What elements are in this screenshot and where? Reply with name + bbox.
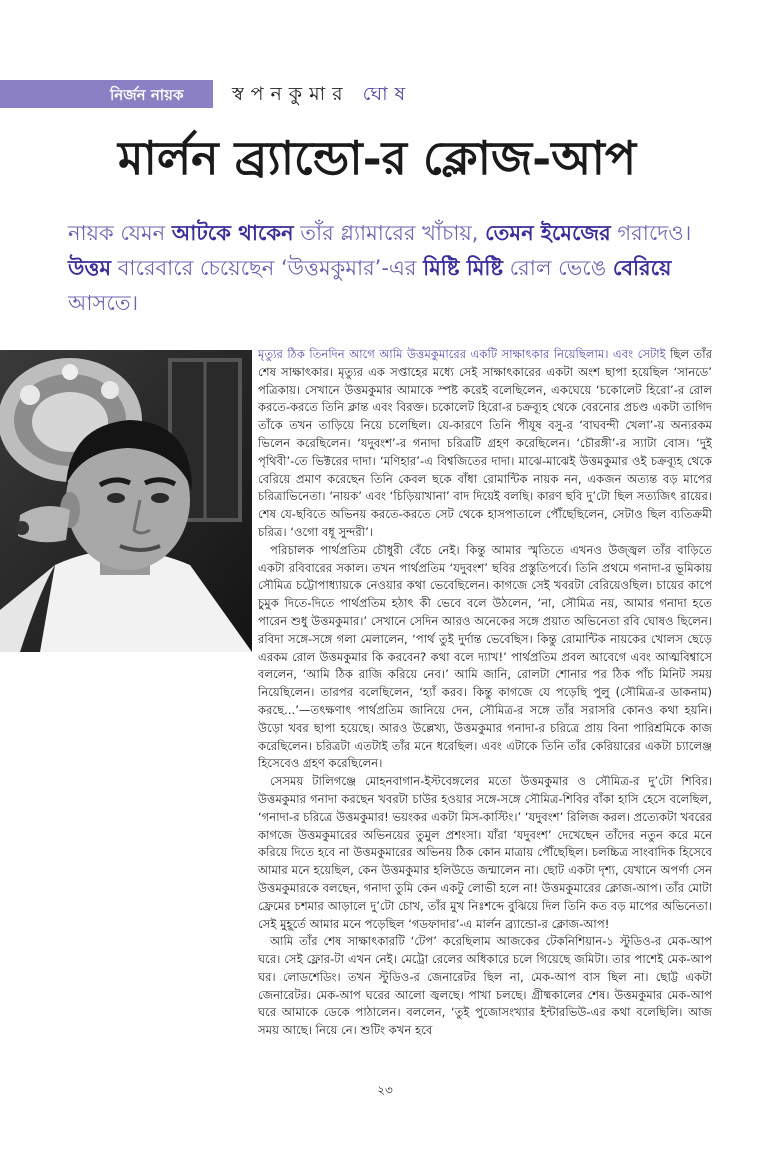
- lead-emphasis: আটকে থাকেন: [171, 221, 294, 245]
- body-paragraph: সেসময় টালিগঞ্জে মোহনবাগান-ইস্টবেঙ্গলের মতো উত্তমকুমার ও সৌমিত্র-র দু’টো শিবির। উত্তমকুমার গনাদা করছেন খবরটা চাউর হওয়ার সঙ্গে-সঙ্গে সৌমিত্র-শিবির বাঁকা হাসি হেসে বলেছিল, ‘গনাদা-র চরিত্রে উত্তমকুমার! ভয়ংকর একটা মিস-কাস্টিং।’ ‘যদুবংশ’ রিলিজ করল। প্রত্যেকটা খবরের কাগজে উত্তমকুমারের অভিনয়ের তুমুল প্রশংসা। যাঁরা ‘যদুবংশ’ দেখেছেন তাঁদের নতুন করে মনে করিয়ে দিতে হবে না উত্তমকুমারের অভিনয় ঠিক কোন মাত্রায় পৌঁছেছিল। চলচ্চিত্র সাংবাদিক হিসেবে আমার মনে হয়েছিল, কেন উত্তমকুমার হলিউডে জন্মালেন না। ছোট একটা দৃশ্য, যেখানে অপর্ণা সেন উত্তমকুমারকে বলছেন, গনাদা তুমি কেন একটু লোভী হলে না! উত্তমকুমারের ক্লোজ-আপ। তাঁর মোটা ফ্রেমের চশমার আড়ালে দু’টো চোখ, তাঁর মুখ নিঃশব্দে বুঝিয়ে দিল তিনি কত বড় মাপের অভিনেতা। সেই মুহূর্তে আমার মনে পড়েছিল ‘গডফাদার’-এ মার্লন ব্র্যান্ডো-র ক্লোজ-আপ!: [258, 774, 712, 931]
- lead-text: আসতে।: [68, 291, 139, 315]
- lead-paragraph: [68, 216, 708, 321]
- body-paragraph: পরিচালক পার্থপ্রতিম চৌধুরী বেঁচে নেই। কিন্তু আমার স্মৃতিতে এখনও উজ্জ্বল তাঁর বাড়িতে একটা রবিবারের সকাল। তখন পার্থপ্রতিম ‘যদুবংশ’ ছবির প্রস্তুতিপর্বে। তিনি প্রথমে গনাদা-র ভূমিকায় সৌমিত্র চট্টোপাধ্যায়কে নেওয়ার কথা ভেবেছিলেন। কাগজে সেই খবরটা বেরিয়েওছিল। চায়ের কাপে চুমুক দিতে-দিতে পার্থপ্রতিম হঠাৎ কী ভেবে বলে উঠলেন, ‘না, সৌমিত্র নয়, আমার গনাদা হতে পারেন শুধু উত্তমকুমার।’ সেখানে সেদিন আরও অনেকের সঙ্গে প্রয়াত অভিনেতা রবি ঘোষও ছিলেন। রবিদা সঙ্গে-সঙ্গে গলা মেলালেন, ‘পার্থ তুই দুর্দান্ত ভেবেছিস। কিন্তু রোমান্টিক নায়কের খোলস ছেড়ে এরকম রোল উত্তমকুমার কি করবেন? কথা বলে দ্যাখ!’ পার্থপ্রতিম প্রবল আবেগে এবং আত্মবিশ্বাসে বললেন, ‘আমি ঠিক রাজি করিয়ে নেব।’ আমি জানি, রোলটা শোনার পর ঠিক পাঁচ মিনিট সময় নিয়েছিলেন। তারপর বলেছিলেন, ‘হ্যাঁ করব। কিন্তু কাগজে যে পড়েছি পুলু (সৌমিত্র-র ডাকনাম) করছে...’—তৎক্ষণাৎ পার্থপ্রতিম জানিয়ে দেন, সৌমিত্র-র সঙ্গে তাঁর সরাসরি কোনও কথা হয়নি। উড়ো খবর ছাপা হয়েছে। আরও উল্লেখ্য, উত্তমকুমার গনাদা-র চরিত্রে প্রায় বিনা পারিশ্রমিকে কাজ করেছিলেন। চরিত্রটা এতটাই তাঁর মনে ধরেছিল। এবং এটাকে তিনি তাঁর কেরিয়ারের একটা চ্যালেঞ্জ হিসেবেও গ্রহণ করেছিলেন।: [258, 542, 712, 771]
- portrait-photo: [0, 350, 252, 652]
- body-paragraph: আমি তাঁর শেষ সাক্ষাৎকারটি ‘টেপ’ করেছিলাম আজকের টেকনিশিয়ান-১ স্টুডিও-র মেক-আপ ঘরে। সেই ফ্লোর-টা এখন নেই। মেট্রো রেলের অধিকারে চলে গিয়েছে জমিটা। তার পাশেই মেক-আপ ঘর। লোডশেডিং। তখন স্টুডিও-র জেনারেটর ছিল না, মেক-আপ বাস ছিল না। ছোট্ট একটা জেনারেটর। মেক-আপ ঘরের আলো জ্বলছে। পাখা চলছে। গ্রীষ্মকালের শেষ। উত্তমকুমার মেক-আপ ঘরে আমাকে ডেকে পাঠালেন। বললেন, ‘তুই পুজোসংখ্যার ইন্টারভিউ-এর কথা বলেছিলি। আজ সময় আছে। নিয়ে নে। শুটিং কখন হবে: [258, 934, 712, 1038]
- body-paragraph: [258, 346, 712, 542]
- body-lead-in: মৃত্যুর ঠিক তিনদিন আগে আমি উত্তমকুমারের একটি সাক্ষাৎকার নিয়েছিলাম। এবং সেটাই: [258, 347, 666, 361]
- lead-text: রোল ভেঙে: [502, 256, 613, 280]
- author-byline: [232, 80, 412, 112]
- lead-emphasis: বেরিয়ে: [612, 256, 672, 280]
- lead-emphasis: তেমন ইমেজের: [485, 221, 611, 245]
- author-surname: ঘোষ: [362, 83, 413, 105]
- portrait-photo-icon: [0, 350, 252, 652]
- article-title: মার্লন ব্র্যান্ডো-র ক্লোজ-আপ: [118, 131, 637, 185]
- section-tag: নির্জন নায়ক: [110, 86, 184, 104]
- lead-text: তাঁর গ্ল্যামারের খাঁচায়,: [293, 221, 486, 245]
- lead-text: গরাদেও।: [610, 221, 692, 245]
- article-body: [258, 346, 712, 1066]
- lead-text: বারেবারে চেয়েছেন ‘উত্তমকুমার’-এর: [111, 256, 424, 280]
- author-first-name: স্বপনকুমার: [232, 83, 350, 105]
- body-text: ছিল তাঁর শেষ সাক্ষাৎকার। মৃত্যুর এক সপ্তাহের মধ্যে সেই সাক্ষাৎকারের একটা অংশ ছাপা হয়েছিল ‘সানডে’ পত্রিকায়। সেখানে উত্তমকুমার আমাকে স্পষ্ট করেই বলেছিলেন, একঘেয়ে ‘চকোলেট হিরো’-র রোল করতে-করতে তিনি ক্লান্ত এবং বিরক্ত। চকোলেট হিরো-র চক্রব্যূহ থেকে বেরনোর প্রচণ্ড একটা তাগিদ তাঁকে তখন তাড়িয়ে নিয়ে চলেছিল। যে-কারণে তিনি পীযূষ বসু-র ‘বাঘবন্দী খেলা’-য় অন্যরকম ভিলেন করেছিলেন। ‘যদুবংশ’-র গনাদা চরিত্রটি গ্রহণ করেছিলেন। ‘চৌরঙ্গী’-র স্যাটা বোস। ‘দুই পৃথিবী’-তে ভিক্টরের দাদা। ‘মণিহার’-এ বিশ্বজিতের দাদা। মাঝে-মাঝেই উত্তমকুমার ওই চক্রব্যূহ থেকে বেরিয়ে প্রমাণ করেছেন তিনি কেবল ছকে বাঁধা রোমান্টিক নায়ক নন, একজন অত্যন্ত বড় মাপের চরিত্রাভিনেতা। ‘নায়ক’ এবং ‘চিড়িয়াখানা’ বাদ দিয়েই বলছি। কারণ ছবি দু’টো ছিল সত্যজিৎ রায়ের। শেষ যে-ছবিতে অভিনয় করতে-করতে সেট থেকে হাসপাতালে পৌঁছেছিলেন, সেটাও ছিল ব্যতিক্রমী চরিত্র। ‘ওগো বধূ সুন্দরী’।: [258, 347, 712, 539]
- lead-text: নায়ক যেমন: [68, 221, 172, 245]
- page-number: ২৩: [377, 1083, 393, 1097]
- lead-emphasis: মিষ্টি মিষ্টি: [423, 256, 503, 280]
- lead-emphasis: উত্তম: [68, 256, 112, 280]
